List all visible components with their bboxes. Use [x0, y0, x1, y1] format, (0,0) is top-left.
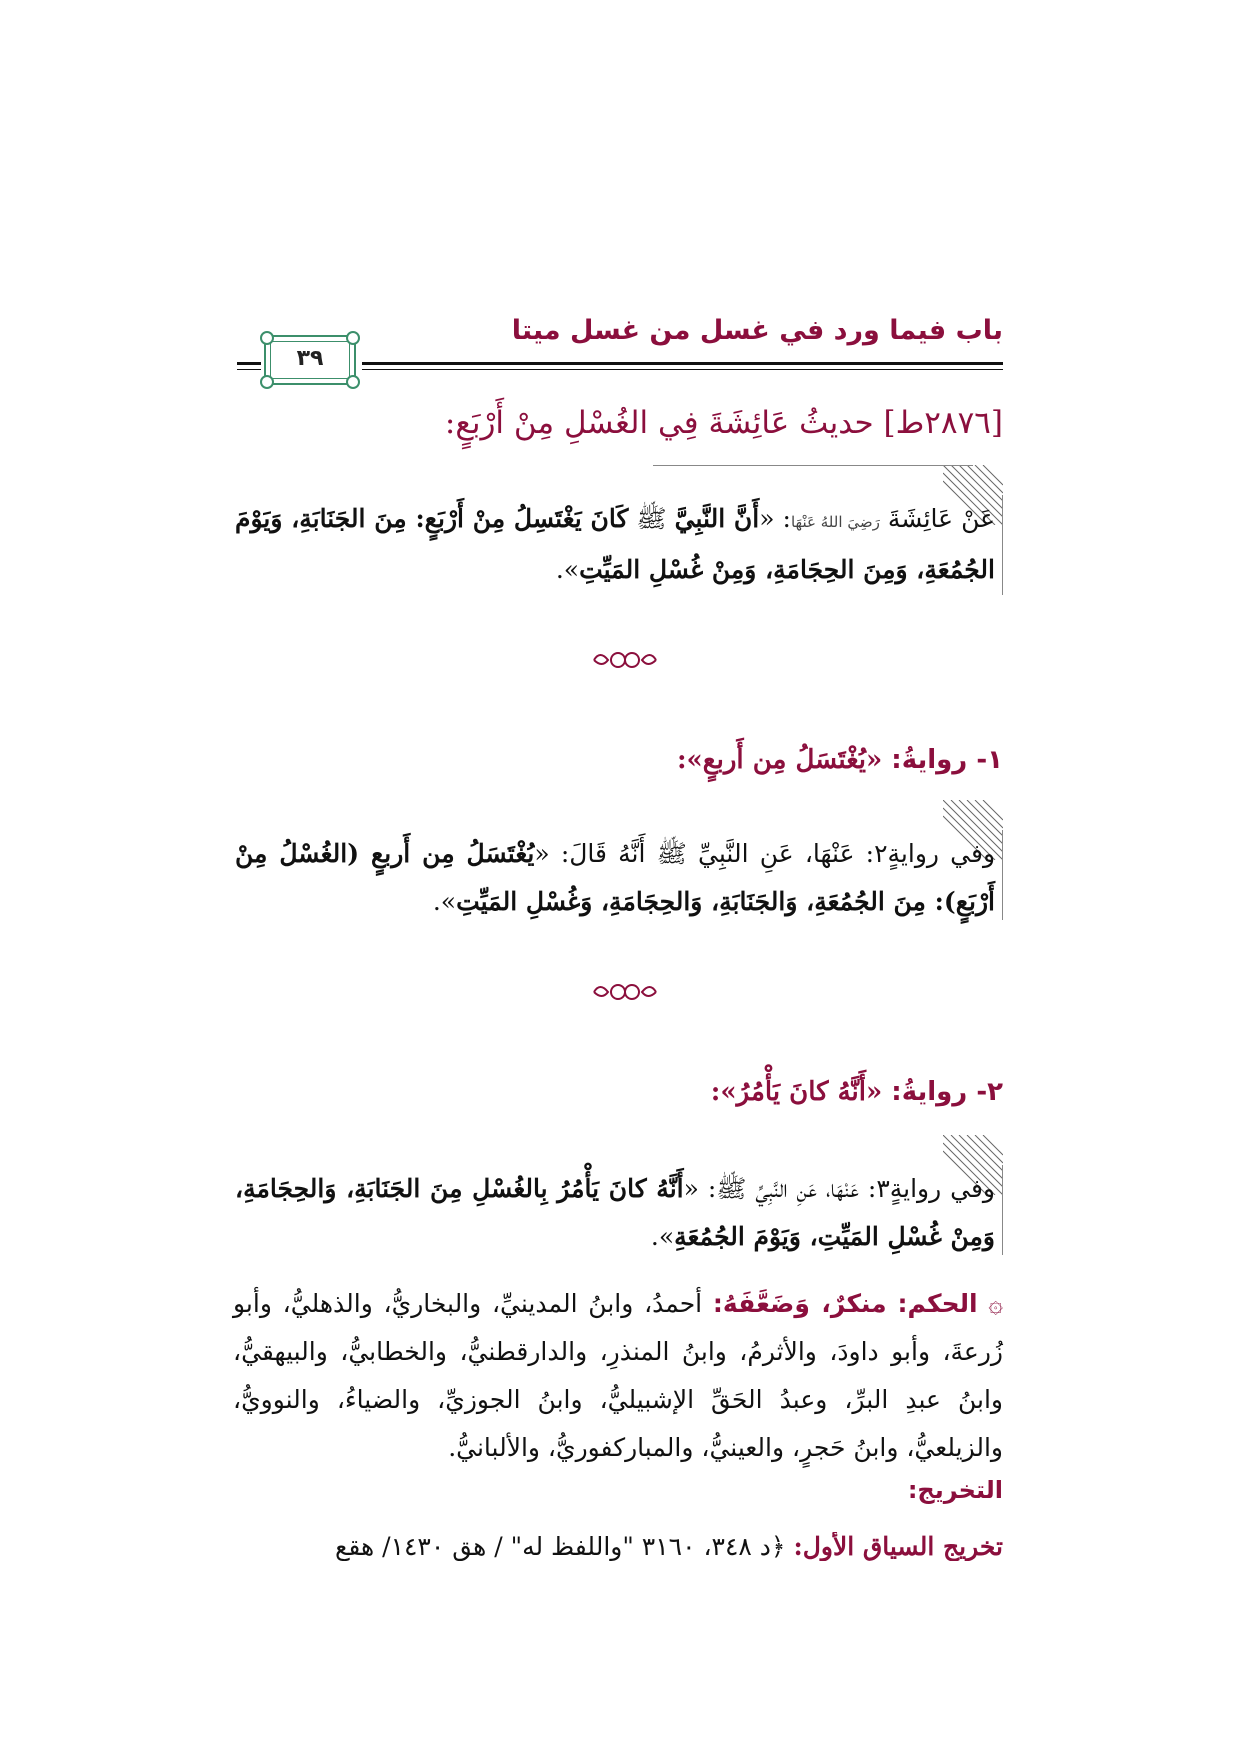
divider-ornament-icon	[590, 980, 660, 1004]
section-title: [٢٨٧٦ط] حديثُ عَائِشَةَ فِي الغُسْلِ مِنْ أَرْبَعٍ:	[444, 405, 1003, 441]
running-title: باب فيما ورد في غسل من غسل ميتا	[511, 315, 1003, 346]
page-number: ٣٩	[296, 346, 324, 371]
riwaya-2-bold: أَنَّهُ كانَ يَأْمُرُ بِالغُسْلِ مِنَ الجَنَابَةِ، وَالحِجَامَةِ، وَمِنْ غُسْلِ المَيِّتِ، وَيَوْمَ الجُمُعَةِ	[235, 1174, 995, 1251]
takhrij-first-label: تخريج السياق الأول:	[793, 1532, 1003, 1561]
ruling-label: الحكم:	[897, 1289, 978, 1318]
header-rule-left	[237, 362, 261, 365]
hadith-bold-a: أَنَّ النَّبِيَّ	[674, 504, 760, 533]
honorific-glyph: رَضِيَ اللهُ عَنْهَا	[790, 513, 880, 531]
riwaya-2-intro: وفي روايةٍ٣: عَنْهَا، عَنِ النَّبِيِّ	[755, 1174, 995, 1203]
box-top-line	[653, 465, 973, 466]
header-rule-left-thin	[237, 369, 261, 370]
riwaya-2-text	[235, 1165, 995, 1261]
hadith-main-text	[235, 495, 995, 594]
salutation-glyph: ﷺ	[716, 1174, 747, 1203]
header-rule-thin	[362, 369, 1003, 370]
riwaya-1-text	[235, 830, 995, 926]
divider-ornament-icon	[590, 648, 660, 672]
riwaya-1-bold: يُغْتَسَلُ مِن أَربعٍ (الغُسْلُ مِنْ أَرْبَعٍ): مِنَ الجُمُعَةِ، وَالجَنَابَةِ، وَالحِجَامَةِ، وَغُسْلِ المَيِّتِ	[235, 839, 995, 916]
riwaya-1-intro: وفي روايةٍ٢: عَنْهَا، عَنِ النَّبِيِّ	[698, 839, 996, 868]
takhrij-first-line	[233, 1532, 1003, 1561]
riwaya-1-number: ١-	[976, 745, 1003, 775]
riwaya-2-number: ٢-	[976, 1077, 1003, 1107]
box-side-line	[1002, 1165, 1003, 1255]
hadith-intro: عَنْ عَائِشَةَ	[879, 504, 996, 533]
riwaya-1-label: روايةُ:	[891, 745, 968, 775]
salutation-glyph: ﷺ	[656, 839, 687, 868]
quote-open: : «	[759, 504, 791, 533]
hadith-main-box	[233, 465, 1003, 595]
riwaya-1-box	[233, 800, 1003, 930]
ruling-scholars: أحمدُ، وابنُ المدينيِّ، والبخاريُّ، والذهليُّ، وأبو زُرعةَ، وأبو داودَ، والأثرمُ، وابنُ المنذرِ، والدارقطنيُّ، والخطابيُّ، والبيهقيُّ، وابنُ عبدِ البرِّ، وعبدُ الحَقِّ الإشبيليُّ، وابنُ الجوزيِّ، والضياءُ، والنوويُّ، والزيلعيُّ، وابنُ حَجرٍ، والعينيُّ، والمباركفوريُّ، والألبانيُّ.	[233, 1289, 1003, 1462]
quote-close: ».	[555, 555, 580, 584]
quote-close: ».	[432, 887, 457, 916]
riwaya-2-box	[233, 1135, 1003, 1265]
quote-close: ».	[650, 1222, 675, 1251]
box-side-line	[1002, 495, 1003, 595]
ruling-paragraph	[233, 1280, 1003, 1472]
riwaya-2-label: روايةُ:	[891, 1077, 968, 1107]
riwaya-1-mid: أَنَّهُ قَالَ: «	[534, 839, 646, 868]
riwaya-2-mid: : «	[683, 1174, 717, 1203]
riwaya-1-heading	[233, 745, 1003, 775]
ruling-verdict: منكرٌ، وَضَعَّفَهُ:	[712, 1289, 887, 1318]
flower-bullet-icon: ۞	[977, 1289, 1003, 1318]
hadith-bold-b: كَانَ يَغْتَسِلُ مِنْ أَرْبَعٍ: مِنَ الجَنَابَةِ، وَيَوْمَ الجُمُعَةِ، وَمِنَ الحِجَامَةِ، وَمِنْ غُسْلِ المَيِّتِ	[235, 504, 995, 584]
page-number-badge	[264, 335, 356, 385]
header-rule	[362, 362, 1003, 365]
box-side-line	[1002, 830, 1003, 920]
salutation-glyph: ﷺ	[636, 504, 667, 533]
riwaya-1-quote: «يُغْتَسَلُ مِن أَربعٍ»:	[676, 745, 883, 775]
riwaya-2-heading	[233, 1077, 1003, 1107]
riwaya-2-quote: «أَنَّهُ كانَ يَأْمُرُ»:	[710, 1077, 883, 1107]
takhrij-first-text: ﴿د ٣٤٨، ٣١٦٠ "واللفظ له" / هق ١٤٣٠/ هقع	[335, 1532, 786, 1561]
takhrij-heading: التخريج:	[907, 1476, 1003, 1504]
